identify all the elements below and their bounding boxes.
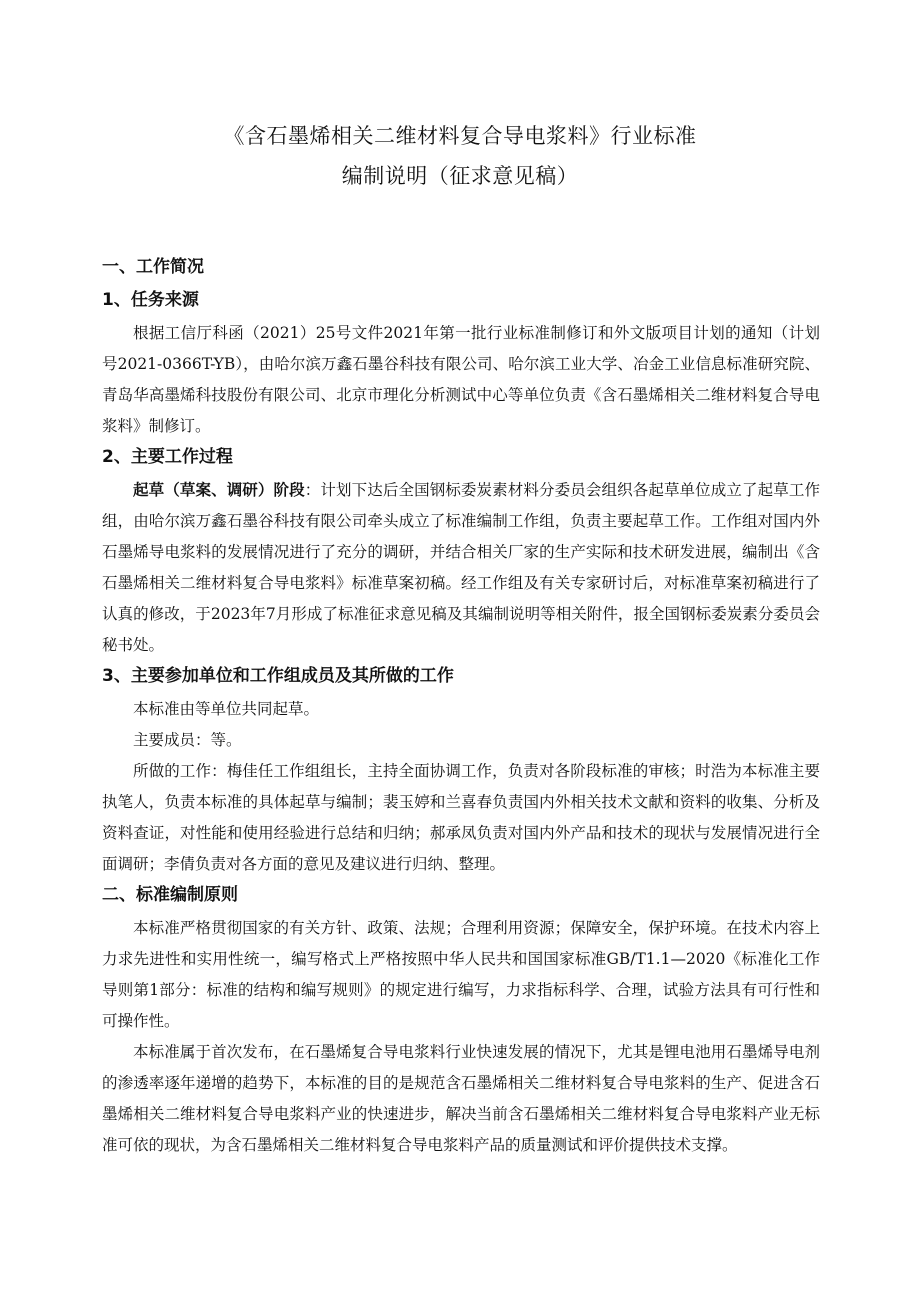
section-heading-principles: 二、标准编制原则: [102, 885, 238, 905]
paragraph-main-members: 主要成员：等。: [133, 731, 242, 749]
paragraph-work-process-text: ：计划下达后全国钢标委炭素材料分委员会组织各起草单位成立了起草工作组，由哈尔滨万鑫石墨谷科技有限公司牵头成立了标准编制工作组，负责主要起草工作。工作组对国内外石墨烯导电浆料的发展情况进行了充分的调研，并结合相关厂家的生产实际和技术研发进展，编制出《含石墨烯相关二维材料复合导电浆料》标准草案初稿。经工作组及有关专家研讨后，对标准草案初稿进行了认真的修改，于2023年7月形成了标准征求意见稿及其编制说明等相关附件，报全国钢标委炭素分委员会秘书处。: [102, 481, 820, 654]
paragraph-lead-drafting-stage: 起草（草案、调研）阶段: [133, 481, 305, 499]
subsection-heading-participants: 3、主要参加单位和工作组成员及其所做的工作: [102, 666, 454, 686]
subsection-heading-work-process: 2、主要工作过程: [102, 447, 233, 467]
paragraph-task-source: 根据工信厅科函（2021）25号文件2021年第一批行业标准制修订和外文版项目计划的通知（计划号2021-0366T-YB），由哈尔滨万鑫石墨谷科技有限公司、哈尔滨工业大学、冶金工业信息标准研究院、青岛华高墨烯科技股份有限公司、北京市理化分析测试中心等单位负责《含石墨烯相关二维材料复合导电浆料》制修订。: [102, 324, 820, 435]
paragraph-principles-2: 本标准属于首次发布，在石墨烯复合导电浆料行业快速发展的情况下，尤其是锂电池用石墨烯导电剂的渗透率逐年递增的趋势下，本标准的目的是规范含石墨烯相关二维材料复合导电浆料的生产、促进含石墨烯相关二维材料复合导电浆料产业的快速进步，解决当前含石墨烯相关二维材料复合导电浆料产业无标准可依的现状，为含石墨烯相关二维材料复合导电浆料产品的质量测试和评价提供技术支撑。: [102, 1043, 820, 1154]
document-title: 《含石墨烯相关二维材料复合导电浆料》行业标准: [223, 124, 697, 148]
paragraph-drafting-units: 本标准由等单位共同起草。: [133, 700, 320, 718]
paragraph-work-process: [102, 475, 820, 661]
document-body: [102, 252, 820, 1161]
subsection-heading-task-source: 1、任务来源: [102, 290, 199, 310]
paragraph-principles-1: 本标准严格贯彻国家的有关方针、政策、法规；合理利用资源；保障安全，保护环境。在技术内容上力求先进性和实用性统一，编写格式上严格按照中华人民共和国国家标准GB/T1.1—2020《标准化工作导则第1部分：标准的结构和编写规则》的规定进行编写，力求指标科学、合理，试验方法具有可行性和可操作性。: [102, 919, 820, 1030]
section-heading-work-overview: 一、工作简况: [102, 257, 204, 277]
document-subtitle: 编制说明（征求意见稿）: [341, 164, 579, 188]
paragraph-work-done: 所做的工作：梅佳任工作组组长，主持全面协调工作，负责对各阶段标准的审核；时浩为本标准主要执笔人，负责本标准的具体起草与编制；裴玉婷和兰喜春负责国内外相关技术文献和资料的收集、分析及资料查证，对性能和使用经验进行总结和归纳；郝承凤负责对国内外产品和技术的现状与发展情况进行全面调研；李倩负责对各方面的意见及建议进行归纳、整理。: [102, 762, 820, 873]
